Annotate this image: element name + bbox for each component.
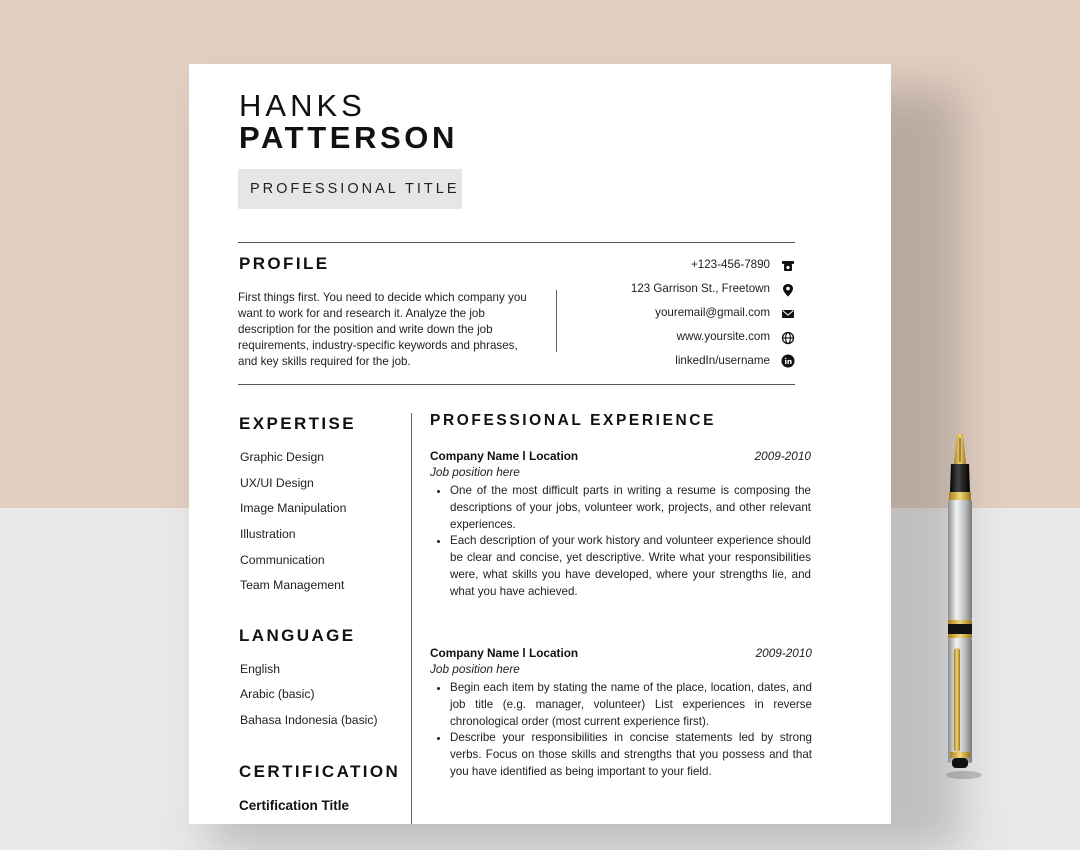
- job-bullet: • Describe your responsibilities in concise statements led by strong verbs. Focus on those skills and strengths that you possess and that you have identified as being important to your field.: [450, 730, 812, 780]
- certification-title: Certification Title: [239, 798, 350, 813]
- column-divider: [411, 413, 412, 824]
- expertise-item: Illustration: [240, 527, 296, 541]
- job-bullet: • Begin each item by stating the name of the place, location, dates, and job title (e.g. manager, volunteer) List experiences in reverse chronological order (most current experience first).: [450, 680, 812, 730]
- language-item: Bahasa Indonesia (basic): [240, 713, 378, 727]
- location-pin-icon: [781, 283, 795, 297]
- job-company: Company Name l Location: [430, 449, 579, 463]
- experience-heading: PROFESSIONAL EXPERIENCE: [430, 412, 717, 429]
- job-bullets: [430, 483, 811, 601]
- expertise-item: Team Management: [240, 578, 345, 592]
- certification-heading: CERTIFICATION: [239, 762, 401, 781]
- language-item: Arabic (basic): [240, 687, 315, 701]
- expertise-heading: EXPERTISE: [239, 414, 357, 433]
- expertise-item: Graphic Design: [240, 450, 324, 464]
- contact-website: www.yoursite.com: [676, 330, 770, 343]
- profile-heading: PROFILE: [239, 254, 330, 273]
- last-name: PATTERSON: [239, 120, 458, 155]
- profile-top-rule: [238, 242, 795, 243]
- job-bullet: • Each description of your work history and volunteer experience should be clear and concise, yet descriptive. Write what your responsibilities were, what skills you have developed, where your strengths lie, and what you have achieved.: [450, 533, 811, 600]
- expertise-item: Image Manipulation: [240, 501, 347, 515]
- fountain-pen-image: [930, 430, 990, 780]
- contact-email: youremail@gmail.com: [655, 306, 770, 319]
- job-entry: [430, 449, 811, 601]
- job-company: Company Name l Location: [430, 646, 579, 660]
- profile-bottom-rule: [238, 384, 795, 385]
- expertise-item: Communication: [240, 553, 325, 567]
- professional-title: PROFESSIONAL TITLE: [250, 181, 460, 197]
- job-bullet: • One of the most difficult parts in writing a resume is composing the descriptions of your jobs, volunteer work, projects, and other relevant experiences.: [450, 483, 811, 533]
- contact-phone: +123-456-7890: [691, 258, 770, 271]
- phone-icon: [781, 259, 795, 273]
- contact-linkedin: linkedIn/username: [675, 354, 770, 367]
- language-heading: LANGUAGE: [239, 626, 356, 645]
- job-dates: 2009-2010: [754, 449, 811, 463]
- profile-divider: [556, 290, 557, 352]
- profile-text: First things first. You need to decide which company you want to work for and research it. Analyze the job description for the position and write down the job requirements, industry-specific keywords and phrases, and key skills required for the job.: [238, 291, 527, 368]
- linkedin-icon: [781, 354, 795, 368]
- job-position: Job position here: [430, 465, 520, 479]
- globe-icon: [781, 331, 795, 345]
- job-position: Job position here: [430, 662, 520, 676]
- resume-page: [189, 64, 891, 824]
- job-bullets: [430, 680, 812, 781]
- first-name: HANKS: [239, 88, 366, 123]
- job-entry: [430, 646, 812, 781]
- language-item: English: [240, 662, 280, 676]
- contact-address: 123 Garrison St., Freetown: [630, 282, 770, 295]
- envelope-icon: [781, 307, 795, 321]
- job-dates: 2009-2010: [755, 646, 812, 660]
- expertise-item: UX/UI Design: [240, 476, 314, 490]
- professional-title-box: [238, 169, 462, 209]
